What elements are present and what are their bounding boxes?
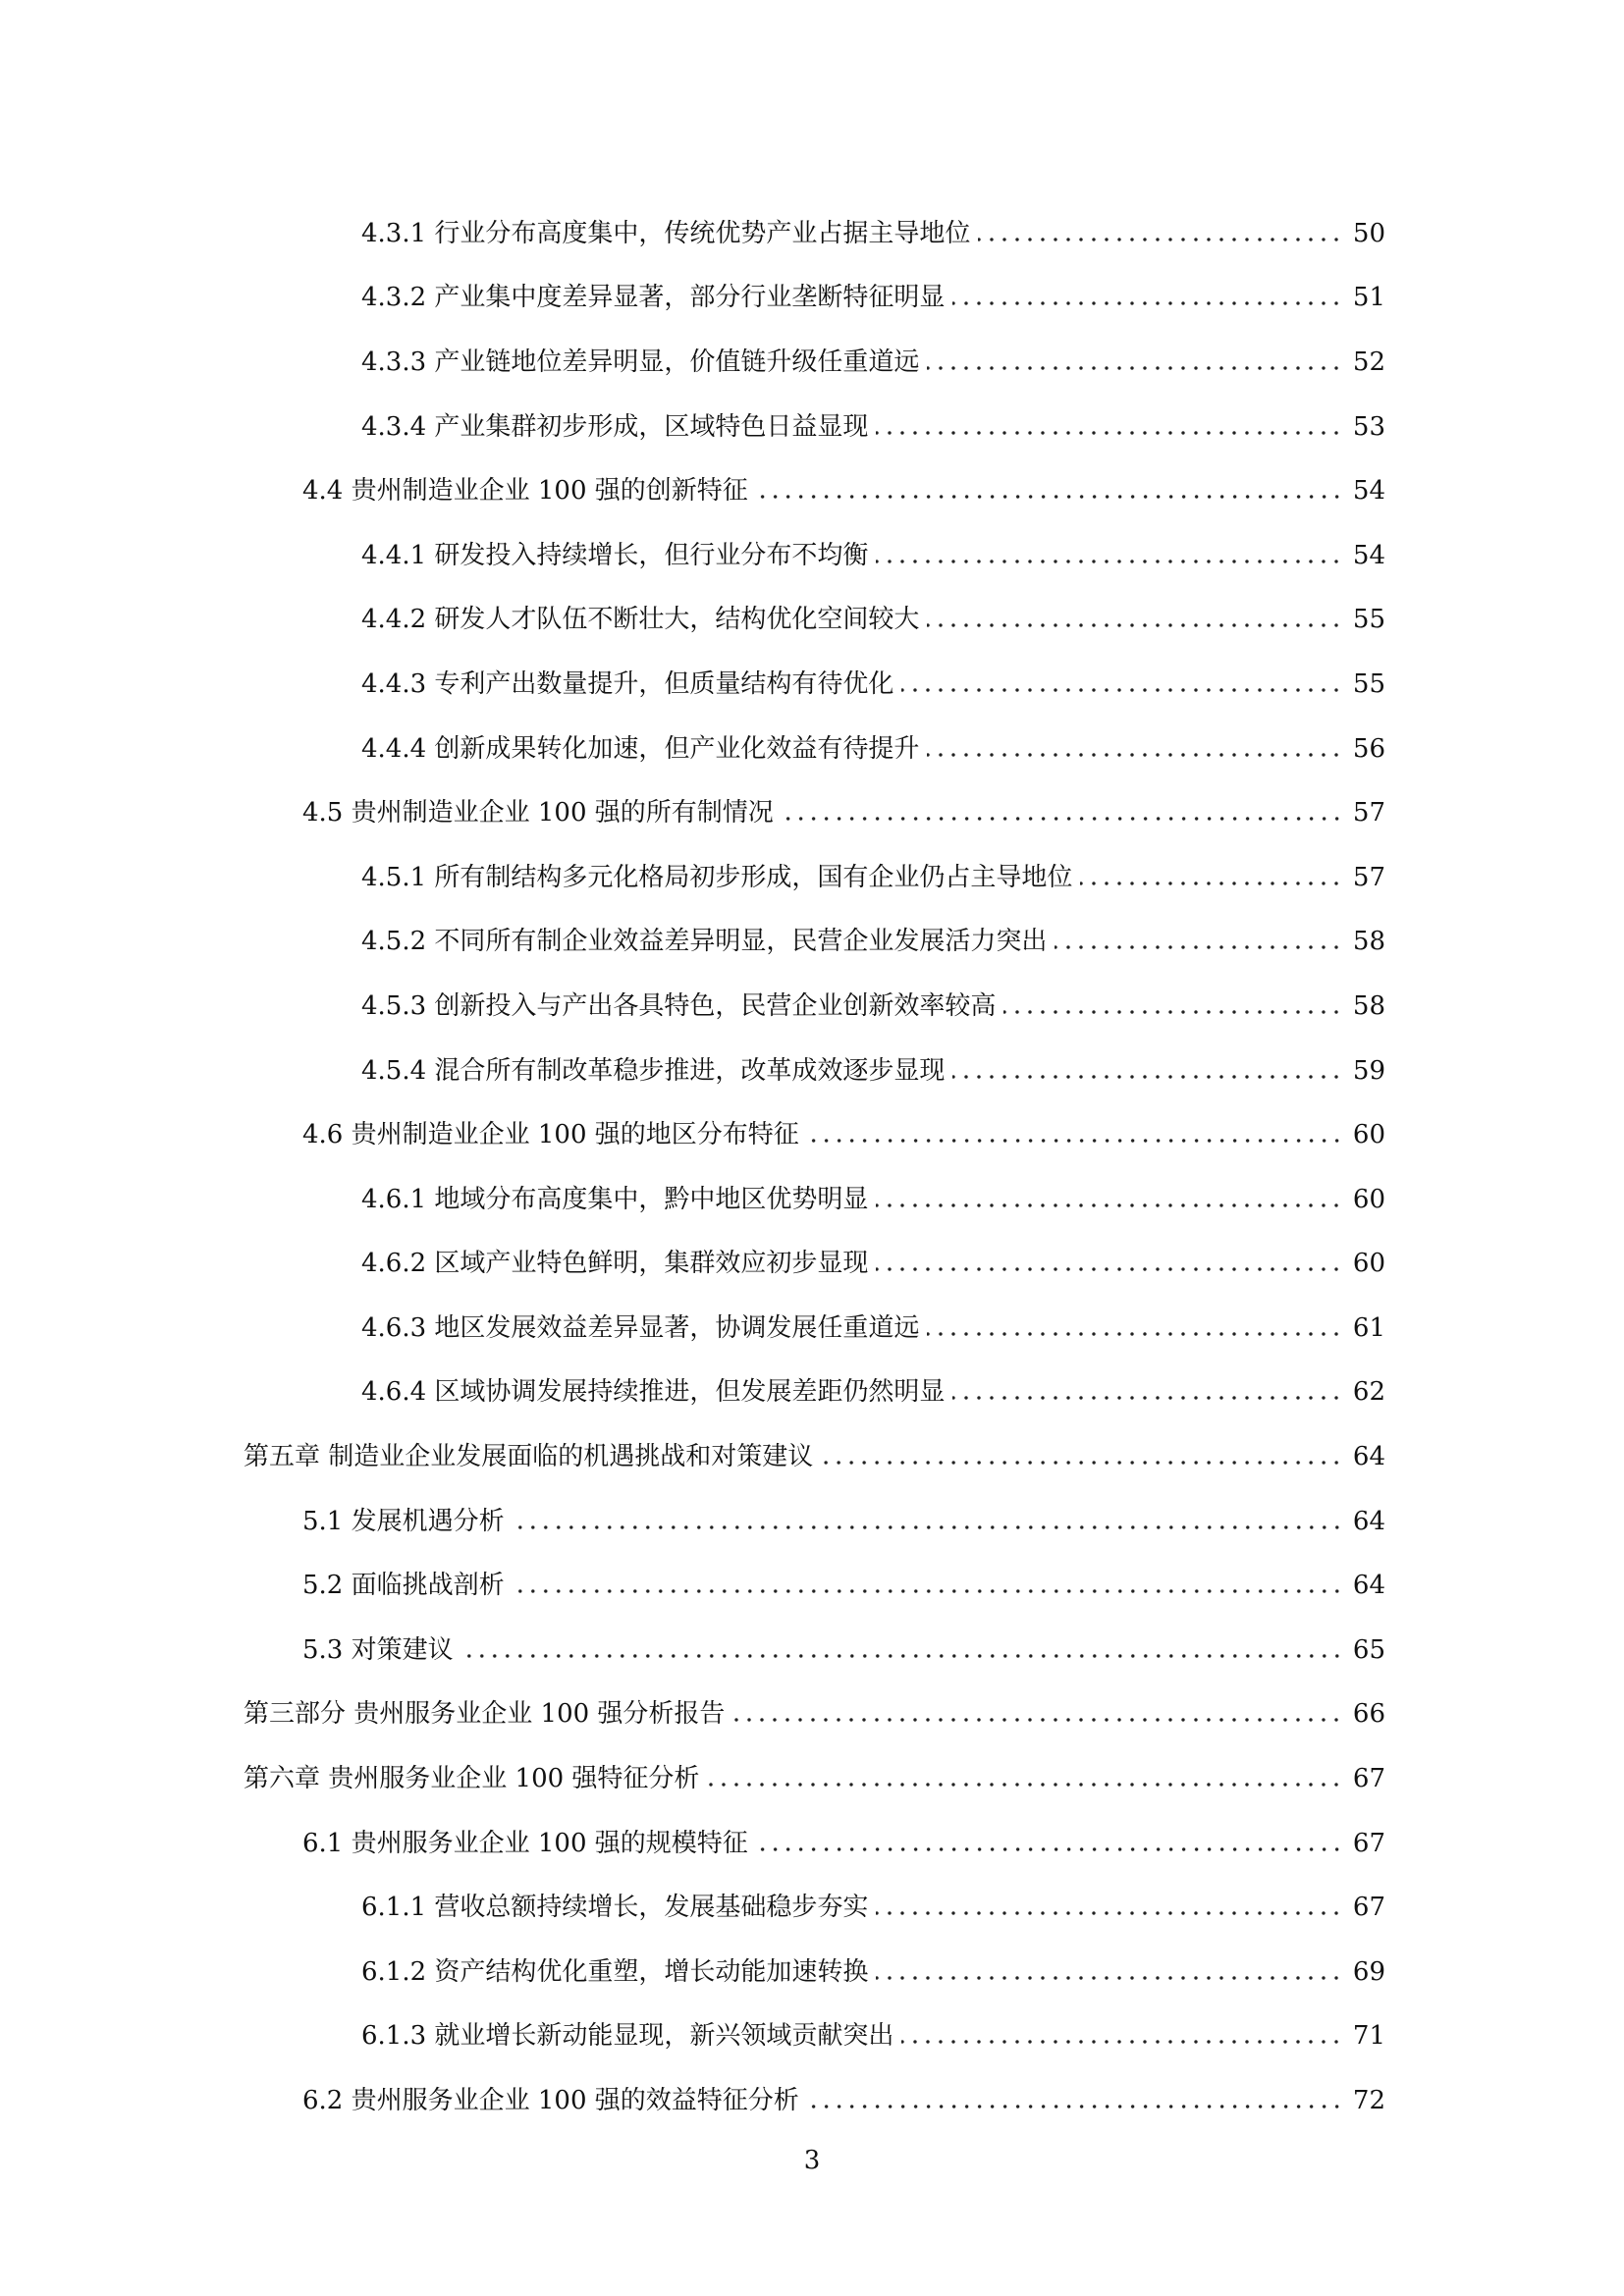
toc-entry-page: 60 — [1352, 1120, 1385, 1150]
toc-entry-page: 64 — [1352, 1506, 1385, 1536]
toc-entry-page: 67 — [1352, 1764, 1385, 1794]
toc-entry-title: 4.6.4 区域协调发展持续推进，但发展差距仍然明显 — [361, 1377, 946, 1408]
toc-entry[interactable] — [0, 1424, 1624, 1489]
toc-entry-title: 4.6.3 地区发展效益差异显著，协调发展任重道远 — [361, 1312, 920, 1343]
toc-entry-page: 64 — [1352, 1571, 1385, 1601]
toc-entry[interactable] — [0, 1039, 1624, 1103]
toc-entry-page: 58 — [1352, 927, 1385, 957]
toc-dot-leader — [707, 1781, 1342, 1789]
toc-dot-leader — [901, 686, 1342, 694]
toc-entry[interactable] — [0, 395, 1624, 459]
toc-entry[interactable] — [0, 330, 1624, 395]
toc-dot-leader — [952, 1394, 1342, 1402]
toc-entry-page: 57 — [1352, 798, 1385, 828]
toc-entry-title: 4.6.1 地域分布高度集中，黔中地区优势明显 — [361, 1184, 869, 1214]
toc-entry[interactable] — [0, 1361, 1624, 1425]
toc-entry-page: 51 — [1352, 283, 1385, 313]
toc-entry[interactable] — [0, 1102, 1624, 1167]
toc-entry-title: 4.6.2 区域产业特色鲜明，集群效应初步显现 — [361, 1249, 869, 1279]
toc-entry[interactable] — [0, 2068, 1624, 2133]
toc-entry-page: 56 — [1352, 733, 1385, 764]
toc-entry-page: 59 — [1352, 1055, 1385, 1086]
toc-dot-leader — [876, 1909, 1342, 1917]
toc-dot-leader — [978, 236, 1342, 243]
toc-entry[interactable] — [0, 780, 1624, 845]
toc-entry[interactable] — [0, 910, 1624, 975]
toc-entry[interactable] — [0, 1489, 1624, 1554]
toc-entry-page: 65 — [1352, 1634, 1385, 1665]
toc-dot-leader — [876, 429, 1342, 437]
toc-entry-title: 第五章 制造业企业发展面临的机遇挑战和对策建议 — [244, 1442, 814, 1472]
toc-entry[interactable] — [0, 1746, 1624, 1811]
toc-entry-page: 67 — [1352, 1893, 1385, 1923]
toc-entry-title: 4.3.4 产业集群初步形成，区域特色日益显现 — [361, 411, 869, 442]
toc-entry-title: 4.3.2 产业集中度差异显著，部分行业垄断特征明显 — [361, 283, 946, 313]
toc-entry-page: 55 — [1352, 668, 1385, 699]
toc-dot-leader — [927, 1330, 1342, 1338]
toc-entry-title: 6.2 贵州服务业企业 100 强的效益特征分析 — [302, 2086, 799, 2116]
toc-entry-page: 71 — [1352, 2021, 1385, 2052]
toc-dot-leader — [952, 1073, 1342, 1081]
toc-dot-leader — [927, 621, 1342, 629]
toc-entry[interactable] — [0, 974, 1624, 1039]
toc-entry-title: 6.1.2 资产结构优化重塑，增长动能加速转换 — [361, 1956, 869, 1987]
toc-entry-page: 67 — [1352, 1828, 1385, 1858]
toc-entry[interactable] — [0, 717, 1624, 781]
toc-dot-leader — [732, 1716, 1342, 1724]
toc-dot-leader — [821, 1459, 1343, 1467]
toc-entry-title: 4.4.1 研发投入持续增长，但行业分布不均衡 — [361, 540, 869, 570]
toc-entry-page: 54 — [1352, 540, 1385, 570]
toc-entry-page: 62 — [1352, 1377, 1385, 1408]
toc-entry-title: 4.6 贵州制造业企业 100 强的地区分布特征 — [302, 1120, 799, 1150]
toc-entry[interactable] — [0, 1875, 1624, 1940]
toc-entry[interactable] — [0, 2004, 1624, 2069]
toc-entry-title: 4.4 贵州制造业企业 100 强的创新特征 — [302, 476, 748, 507]
toc-dot-leader — [513, 1587, 1343, 1595]
toc-entry-title: 4.5.2 不同所有制企业效益差异明显，民营企业发展活力突出 — [361, 927, 1048, 957]
toc-entry[interactable] — [0, 652, 1624, 717]
toc-entry-title: 4.5 贵州制造业企业 100 强的所有制情况 — [302, 798, 774, 828]
toc-entry[interactable] — [0, 588, 1624, 653]
toc-entry-page: 66 — [1352, 1699, 1385, 1730]
toc-entry[interactable] — [0, 201, 1624, 266]
toc-dot-leader — [876, 558, 1342, 565]
toc-entry[interactable] — [0, 1940, 1624, 2004]
table-of-contents — [0, 201, 1624, 2133]
toc-dot-leader — [782, 815, 1343, 823]
toc-dot-leader — [1080, 880, 1342, 887]
toc-entry[interactable] — [0, 1296, 1624, 1361]
toc-dot-leader — [952, 299, 1342, 307]
toc-dot-leader — [756, 1845, 1343, 1853]
toc-entry-title: 5.1 发展机遇分析 — [302, 1506, 505, 1536]
toc-entry-page: 58 — [1352, 990, 1385, 1021]
toc-entry-title: 4.5.3 创新投入与产出各具特色，民营企业创新效率较高 — [361, 990, 997, 1021]
toc-entry-title: 第六章 贵州服务业企业 100 强特征分析 — [244, 1764, 700, 1794]
toc-entry[interactable] — [0, 1682, 1624, 1747]
toc-entry[interactable] — [0, 845, 1624, 910]
toc-entry-title: 4.5.4 混合所有制改革稳步推进，改革成效逐步显现 — [361, 1055, 946, 1086]
toc-entry[interactable] — [0, 266, 1624, 331]
toc-dot-leader — [807, 2103, 1343, 2110]
toc-dot-leader — [1055, 943, 1342, 951]
toc-entry-title: 4.4.3 专利产出数量提升，但质量结构有待优化 — [361, 668, 894, 699]
toc-entry-title: 6.1.3 就业增长新动能显现，新兴领域贡献突出 — [361, 2021, 894, 2052]
toc-entry-title: 第三部分 贵州服务业企业 100 强分析报告 — [244, 1699, 726, 1730]
toc-dot-leader — [876, 1201, 1342, 1209]
toc-dot-leader — [927, 364, 1342, 372]
toc-entry-page: 50 — [1352, 218, 1385, 248]
toc-entry-page: 60 — [1352, 1184, 1385, 1214]
toc-dot-leader — [513, 1523, 1343, 1531]
toc-entry-title: 4.4.2 研发人才队伍不断壮大，结构优化空间较大 — [361, 605, 920, 635]
toc-entry[interactable] — [0, 1811, 1624, 1876]
toc-dot-leader — [927, 751, 1342, 759]
toc-entry-title: 6.1.1 营收总额持续增长，发展基础稳步夯实 — [361, 1893, 869, 1923]
toc-entry-page: 61 — [1352, 1312, 1385, 1343]
toc-entry[interactable] — [0, 458, 1624, 523]
toc-entry-title: 5.3 对策建议 — [302, 1634, 454, 1665]
toc-dot-leader — [807, 1137, 1343, 1145]
toc-dot-leader — [1003, 1008, 1342, 1016]
toc-entry-title: 4.4.4 创新成果转化加速，但产业化效益有待提升 — [361, 733, 920, 764]
toc-entry[interactable] — [0, 1618, 1624, 1682]
toc-entry[interactable] — [0, 1167, 1624, 1232]
toc-entry-page: 53 — [1352, 411, 1385, 442]
toc-entry-title: 4.3.1 行业分布高度集中，传统优势产业占据主导地位 — [361, 218, 971, 248]
toc-dot-leader — [756, 493, 1343, 501]
toc-entry-page: 72 — [1352, 2086, 1385, 2116]
toc-entry[interactable] — [0, 1553, 1624, 1618]
toc-dot-leader — [876, 1974, 1342, 1982]
toc-entry-page: 57 — [1352, 862, 1385, 892]
toc-entry-title: 6.1 贵州服务业企业 100 强的规模特征 — [302, 1828, 748, 1858]
toc-dot-leader — [461, 1652, 1343, 1660]
toc-dot-leader — [876, 1265, 1342, 1273]
toc-entry-page: 54 — [1352, 476, 1385, 507]
toc-dot-leader — [901, 2038, 1342, 2046]
toc-entry-page: 64 — [1352, 1442, 1385, 1472]
toc-entry-page: 52 — [1352, 347, 1385, 377]
page-number: 3 — [803, 2146, 821, 2175]
toc-entry-title: 5.2 面临挑战剖析 — [302, 1571, 505, 1601]
toc-entry-page: 69 — [1352, 1956, 1385, 1987]
toc-entry[interactable] — [0, 1232, 1624, 1297]
toc-entry-title: 4.5.1 所有制结构多元化格局初步形成，国有企业仍占主导地位 — [361, 862, 1073, 892]
toc-entry-page: 55 — [1352, 605, 1385, 635]
toc-entry-page: 60 — [1352, 1249, 1385, 1279]
toc-entry[interactable] — [0, 523, 1624, 588]
toc-entry-title: 4.3.3 产业链地位差异明显，价值链升级任重道远 — [361, 347, 920, 377]
